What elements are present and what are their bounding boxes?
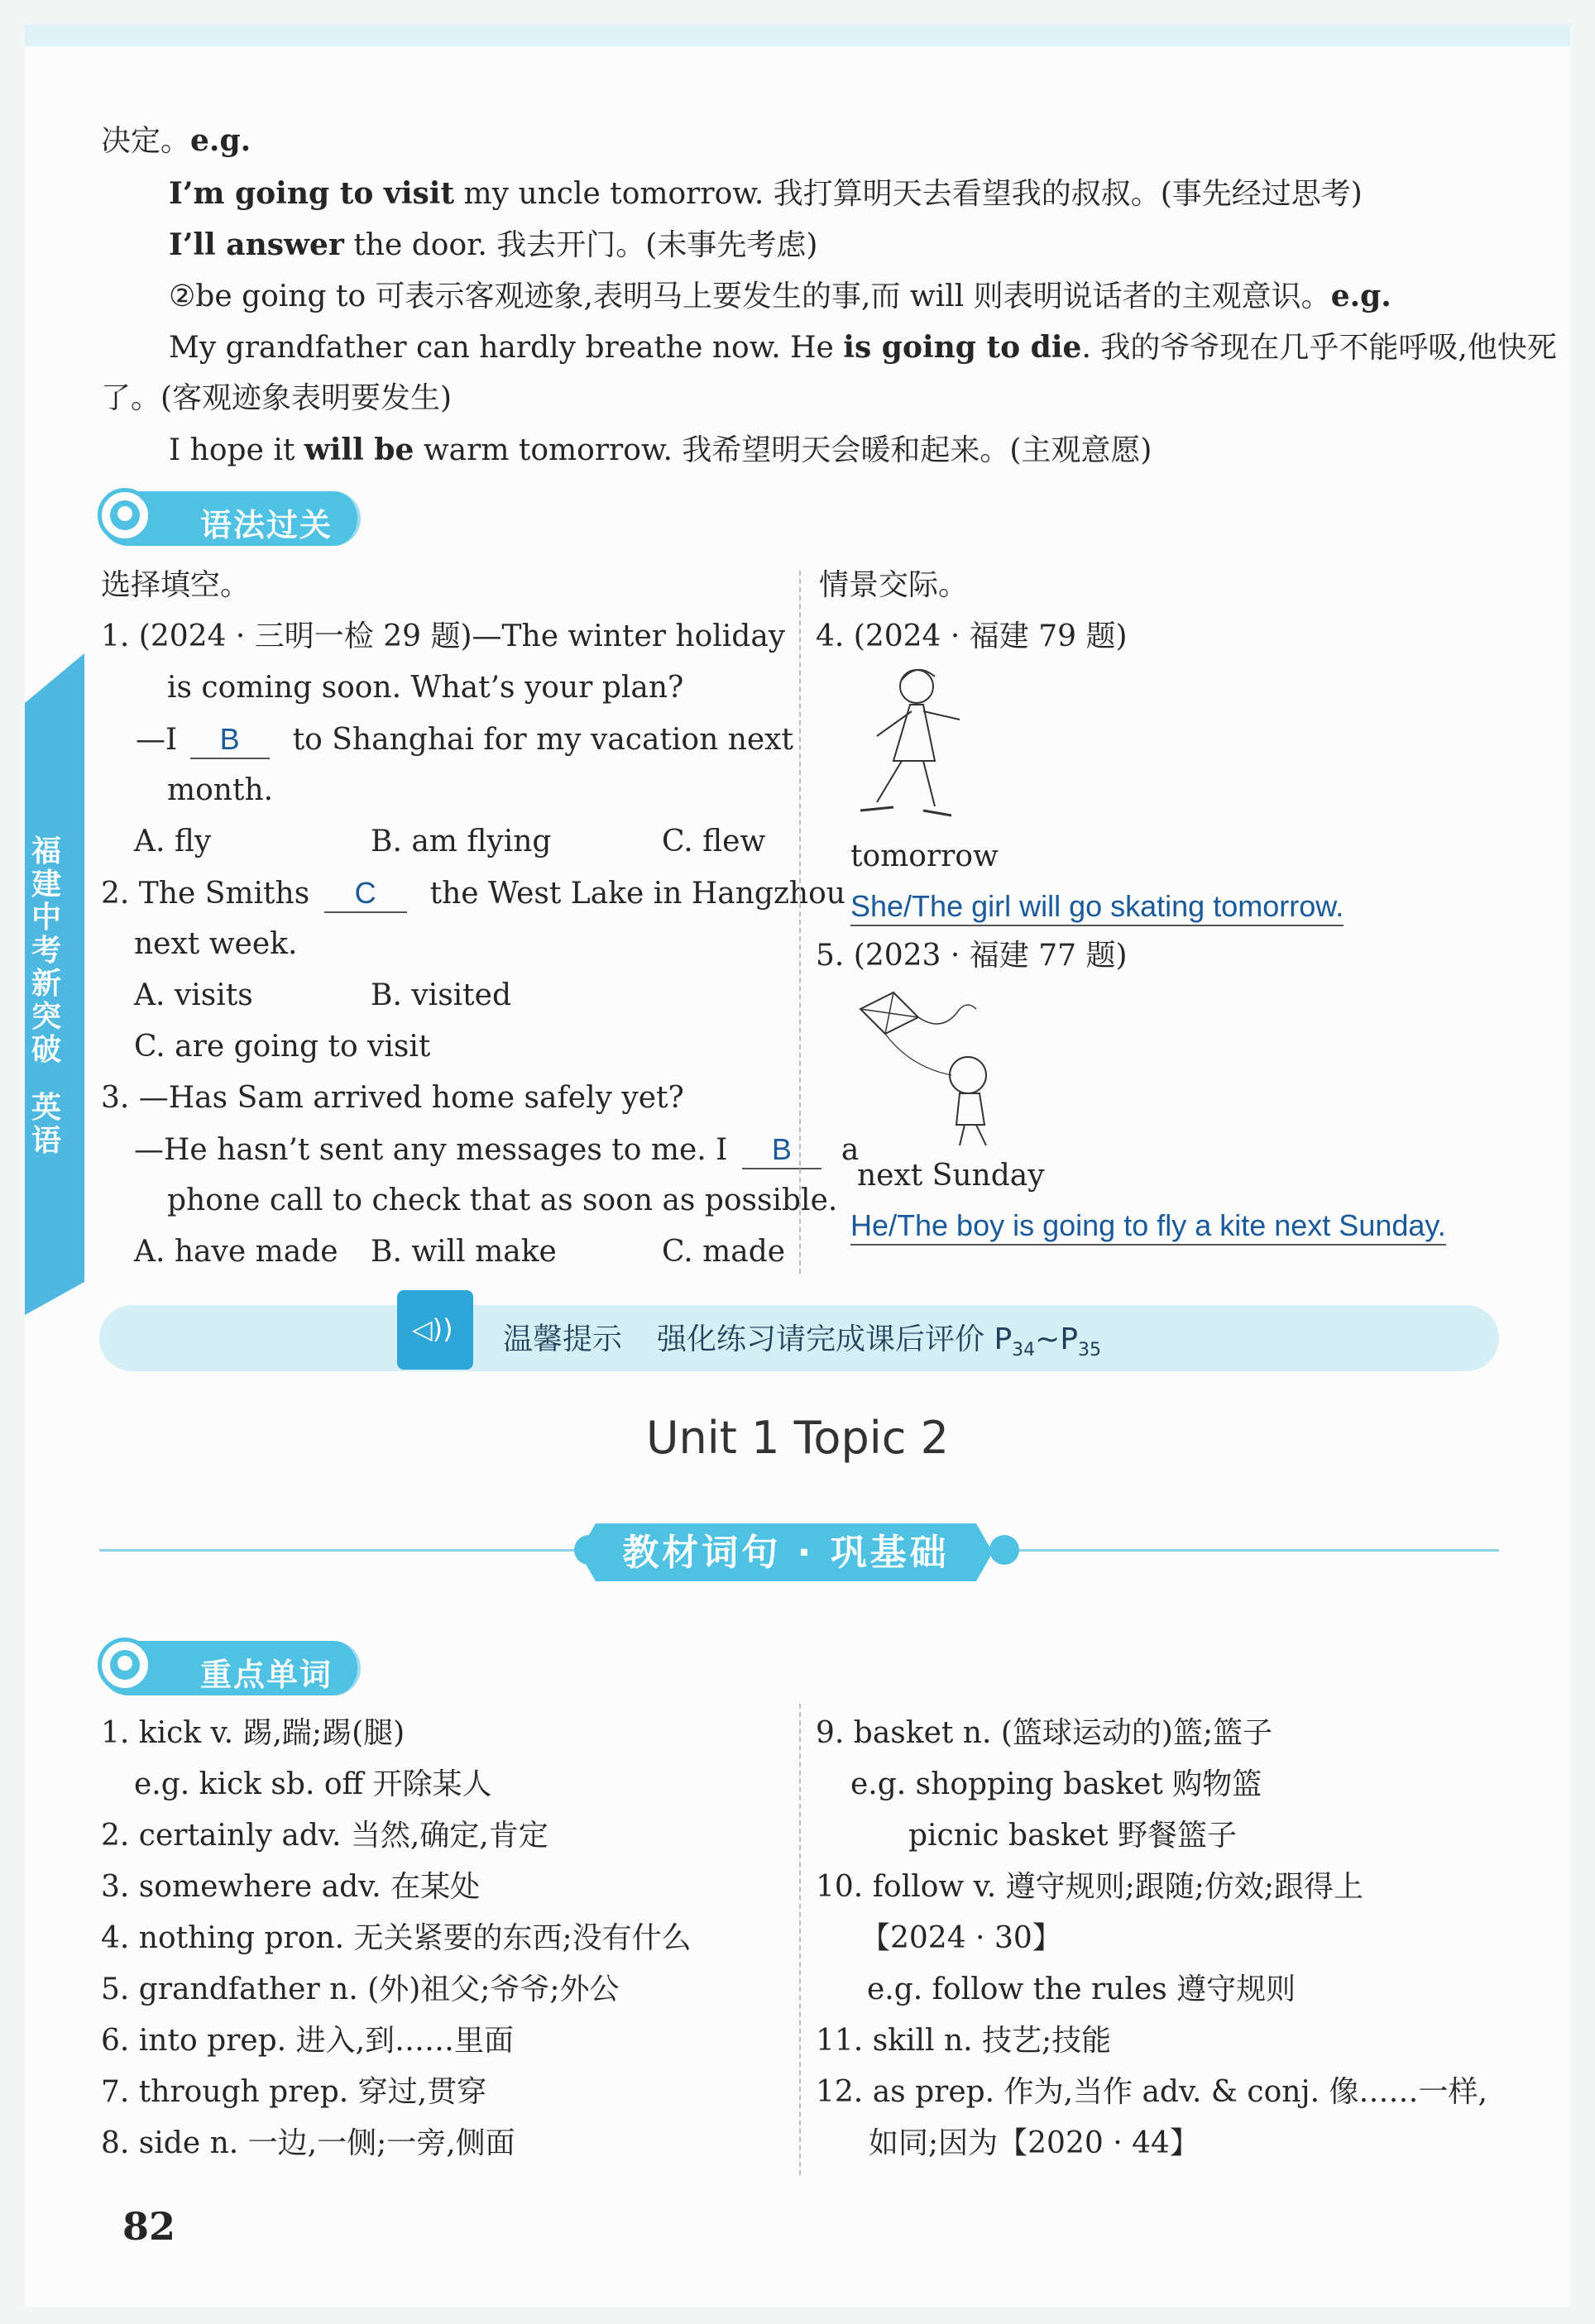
unit-title: Unit 1 Topic 2 <box>646 1412 949 1464</box>
banner-rule-right <box>993 1549 1499 1552</box>
q2-option-b: B. visited <box>371 978 511 1012</box>
q4-answer[interactable]: She/The girl will go skating tomorrow. <box>850 888 1344 926</box>
section-badge-icon <box>98 1638 152 1692</box>
right-heading: 情景交际。 <box>819 568 969 602</box>
example-die-cont: 了。(客观迹象表明要发生) <box>101 381 453 415</box>
word-item: 10. follow v. 遵守规则;跟随;仿效;跟得上 <box>816 1870 1363 1904</box>
section-label-text: 语法过关 <box>200 507 333 543</box>
column-divider <box>799 1704 801 2175</box>
tip-range: ~P <box>1035 1322 1079 1356</box>
word-item: 9. basket n. (篮球运动的)篮;篮子 <box>816 1716 1273 1750</box>
q3-line-3: phone call to check that as soon as possible. <box>167 1184 838 1217</box>
example-bold: I’m going to visit <box>169 176 455 211</box>
q3-line-1: 3. —Has Sam arrived home safely yet? <box>101 1081 684 1115</box>
q4-caption: tomorrow <box>850 839 999 873</box>
q1-line-1 <box>101 619 785 655</box>
tip-sub-start: 34 <box>1012 1340 1036 1361</box>
girl-skating-illustration <box>844 662 976 827</box>
example-bold: will be <box>304 433 414 467</box>
word-item: 11. skill n. 技艺;技能 <box>816 2024 1112 2058</box>
word-example: e.g. kick sb. off 开除某人 <box>134 1767 492 1801</box>
word-item: 1. kick v. 踢,踹;踢(腿) <box>101 1716 405 1750</box>
word-item: 3. somewhere adv. 在某处 <box>101 1870 481 1904</box>
example-will <box>169 227 817 264</box>
q1-text: —I <box>136 723 178 757</box>
q3-option-a: A. have made <box>134 1235 338 1269</box>
section-label-key-words <box>101 1641 361 1695</box>
q1-option-c: C. flew <box>662 825 766 858</box>
side-tab <box>25 703 84 1282</box>
example-text: warm tomorrow. 我希望明天会暖和起来。(主观意愿) <box>414 433 1152 467</box>
tip-body: 强化练习请完成课后评价 P <box>657 1322 1013 1356</box>
q3-option-c: C. made <box>662 1235 786 1269</box>
q3-answer-blank[interactable]: B <box>742 1131 821 1169</box>
boy-kite-illustration <box>844 984 1026 1150</box>
rule-2-text: ②be going to 可表示客观迹象,表明马上要发生的事,而 will 则表明说话者的主观意识。 <box>169 280 1331 313</box>
word-example: picnic basket 野餐篮子 <box>908 1819 1238 1853</box>
eg-label: e.g. <box>1330 279 1391 313</box>
word-example: e.g. shopping basket 购物篮 <box>850 1767 1262 1801</box>
q5-caption: next Sunday <box>857 1159 1045 1193</box>
example-text: My grandfather can hardly breathe now. He <box>169 331 844 365</box>
q3-text: —He hasn’t sent any messages to me. I <box>134 1133 728 1167</box>
word-example: e.g. follow the rules 遵守规则 <box>867 1973 1296 2006</box>
example-text: . 我的爷爷现在几乎不能呼吸,他快死 <box>1081 331 1557 365</box>
q1-answer-blank[interactable]: B <box>190 721 270 759</box>
q2-text: 2. The Smiths <box>101 877 310 911</box>
top-line-1 <box>101 122 251 160</box>
banner-rule-left <box>99 1549 579 1552</box>
column-divider <box>799 571 801 1274</box>
q5-answer[interactable]: He/The boy is going to fly a kite next Sunday. <box>850 1207 1446 1246</box>
word-item: 7. through prep. 穿过,贯穿 <box>101 2075 487 2109</box>
example-bold: is going to die <box>843 330 1082 365</box>
eg-label: e.g. <box>190 123 251 158</box>
example-rest: my uncle tomorrow. 我打算明天去看望我的叔叔。(事先经过思考) <box>454 177 1363 211</box>
word-item: 5. grandfather n. (外)祖父;爷爷;外公 <box>101 1973 620 2006</box>
example-going-to <box>169 175 1363 213</box>
q1-option-a: A. fly <box>134 825 212 858</box>
word-item: 8. side n. 一边,一侧;一旁,侧面 <box>101 2126 515 2160</box>
q2-answer-blank[interactable]: C <box>324 875 407 913</box>
left-heading: 选择填空。 <box>101 568 251 602</box>
q5-label: 5. (2023 · 福建 77 题) <box>816 939 1128 973</box>
tip-text <box>503 1322 1101 1369</box>
q1-stem: 1. (2024 · 三明一检 29 题)—The winter holiday <box>101 619 786 653</box>
example-die <box>169 329 1557 366</box>
word-item: 6. into prep. 进入,到……里面 <box>101 2024 515 2058</box>
word-item-cont: 如同;因为【2020 · 44】 <box>869 2126 1200 2160</box>
word-item: 12. as prep. 作为,当作 adv. & conj. 像……一样, <box>816 2075 1487 2109</box>
page-number: 82 <box>122 2204 176 2249</box>
q2-line-2: next week. <box>134 927 298 961</box>
example-hope <box>169 432 1152 469</box>
top-line-1-text: 决定。 <box>101 124 191 158</box>
q3-text: a <box>841 1133 860 1167</box>
tip-label: 温馨提示 <box>503 1322 623 1356</box>
q4-label: 4. (2024 · 福建 79 题) <box>816 619 1128 653</box>
q1-option-b: B. am flying <box>371 825 552 858</box>
speaker-book-icon <box>397 1290 473 1370</box>
word-item: 2. certainly adv. 当然,确定,肯定 <box>101 1819 548 1853</box>
section-badge-icon <box>98 488 152 543</box>
q2-option-c: C. are going to visit <box>134 1030 431 1064</box>
q3-option-b: B. will make <box>371 1235 557 1269</box>
q1-line-3 <box>136 721 793 759</box>
q2-text: the West Lake in Hangzhou <box>429 877 845 911</box>
q1-line-4: month. <box>167 773 274 807</box>
q1-line-2: is coming soon. What’s your plan? <box>167 671 684 705</box>
section-banner-text: 教材词句 · 巩基础 <box>622 1532 950 1574</box>
top-color-band <box>25 25 1570 46</box>
word-source: 【2024 · 30】 <box>860 1921 1062 1955</box>
q2-option-a: A. visits <box>134 978 253 1012</box>
banner-dot-right <box>989 1535 1019 1565</box>
example-bold: I’ll answer <box>169 227 344 262</box>
example-text: I hope it <box>169 433 304 467</box>
q2-line-1 <box>101 875 845 913</box>
side-tab-title: 福建中考新突破 <box>31 834 62 1067</box>
word-item: 4. nothing pron. 无关紧要的东西;没有什么 <box>101 1921 692 1955</box>
tip-sub-end: 35 <box>1078 1340 1102 1361</box>
side-tab-subject: 英语 <box>31 1091 62 1158</box>
q1-text: to Shanghai for my vacation next <box>292 723 793 757</box>
example-rest: the door. 我去开门。(未事先考虑) <box>343 228 818 262</box>
section-label-text: 重点单词 <box>200 1657 333 1693</box>
section-label-grammar <box>101 491 361 546</box>
rule-2 <box>169 278 1391 315</box>
q3-line-2 <box>134 1131 859 1169</box>
